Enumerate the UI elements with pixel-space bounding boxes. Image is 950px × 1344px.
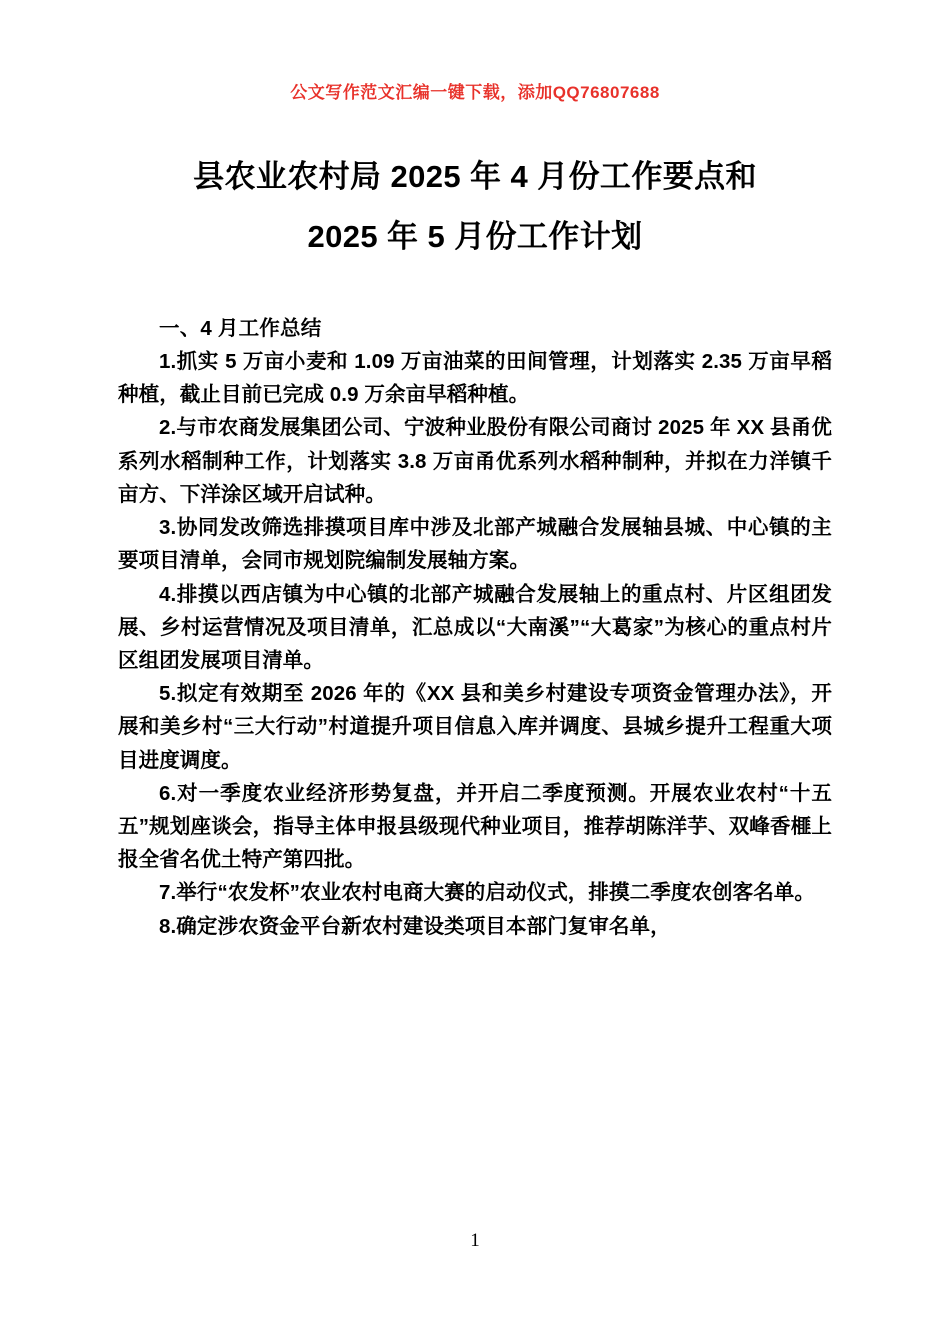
paragraph-3: 3.协同发改筛选排摸项目库中涉及北部产城融合发展轴县城、中心镇的主要项目清单，会同市规划院编制发展轴方案。 <box>118 516 832 573</box>
paragraph-7: 7.举行“农发杯”农业农村电商大赛的启动仪式，排摸二季度农创客名单。 <box>159 881 815 905</box>
section-heading: 一、4 月工作总结 <box>159 316 322 340</box>
paragraph-5: 5.拟定有效期至 2026 年的《XX 县和美乡村建设专项资金管理办法》，开展和美乡村“三大行动”村道提升项目信息入库并调度、县城乡提升工程重大项目进度调度。 <box>118 682 832 772</box>
page-title <box>118 147 832 268</box>
title-line-1: 县农业农村局 2025 年 4 月份工作要点和 <box>193 159 757 194</box>
paragraph-6: 6.对一季度农业经济形势复盘，并开启二季度预测。开展农业农村“十五五”规划座谈会，指导主体申报县级现代种业项目，推荐胡陈洋芋、双峰香榧上报全省名优土特产第四批。 <box>118 781 832 872</box>
page-number: 1 <box>470 1230 480 1251</box>
title-line-2: 2025 年 5 月份工作计划 <box>307 219 643 255</box>
paragraph-8: 8.确定涉农资金平台新农村建设类项目本部门复审名单， <box>159 914 671 938</box>
watermark-text: 公文写作范文汇编一键下载，添加QQ76807688 <box>290 83 660 102</box>
paragraph-1: 1.抓实 5 万亩小麦和 1.09 万亩油菜的田间管理，计划落实 2.35 万亩早稻种植，截止目前已完成 0.9 万余亩早稻种植。 <box>118 350 832 407</box>
paragraph-2: 2.与市农商发展集团公司、宁波种业股份有限公司商讨 2025 年 XX 县甬优系列水稻制种工作，计划落实 3.8 万亩甬优系列水稻种制种，并拟在力洋镇千亩方、下洋涂区域开启试种。 <box>118 416 832 506</box>
paragraph-4: 4.排摸以西店镇为中心镇的北部产城融合发展轴上的重点村、片区组团发展、乡村运营情况及项目清单，汇总成以“大南溪”“大葛家”为核心的重点村片区组团发展项目清单。 <box>118 582 832 672</box>
